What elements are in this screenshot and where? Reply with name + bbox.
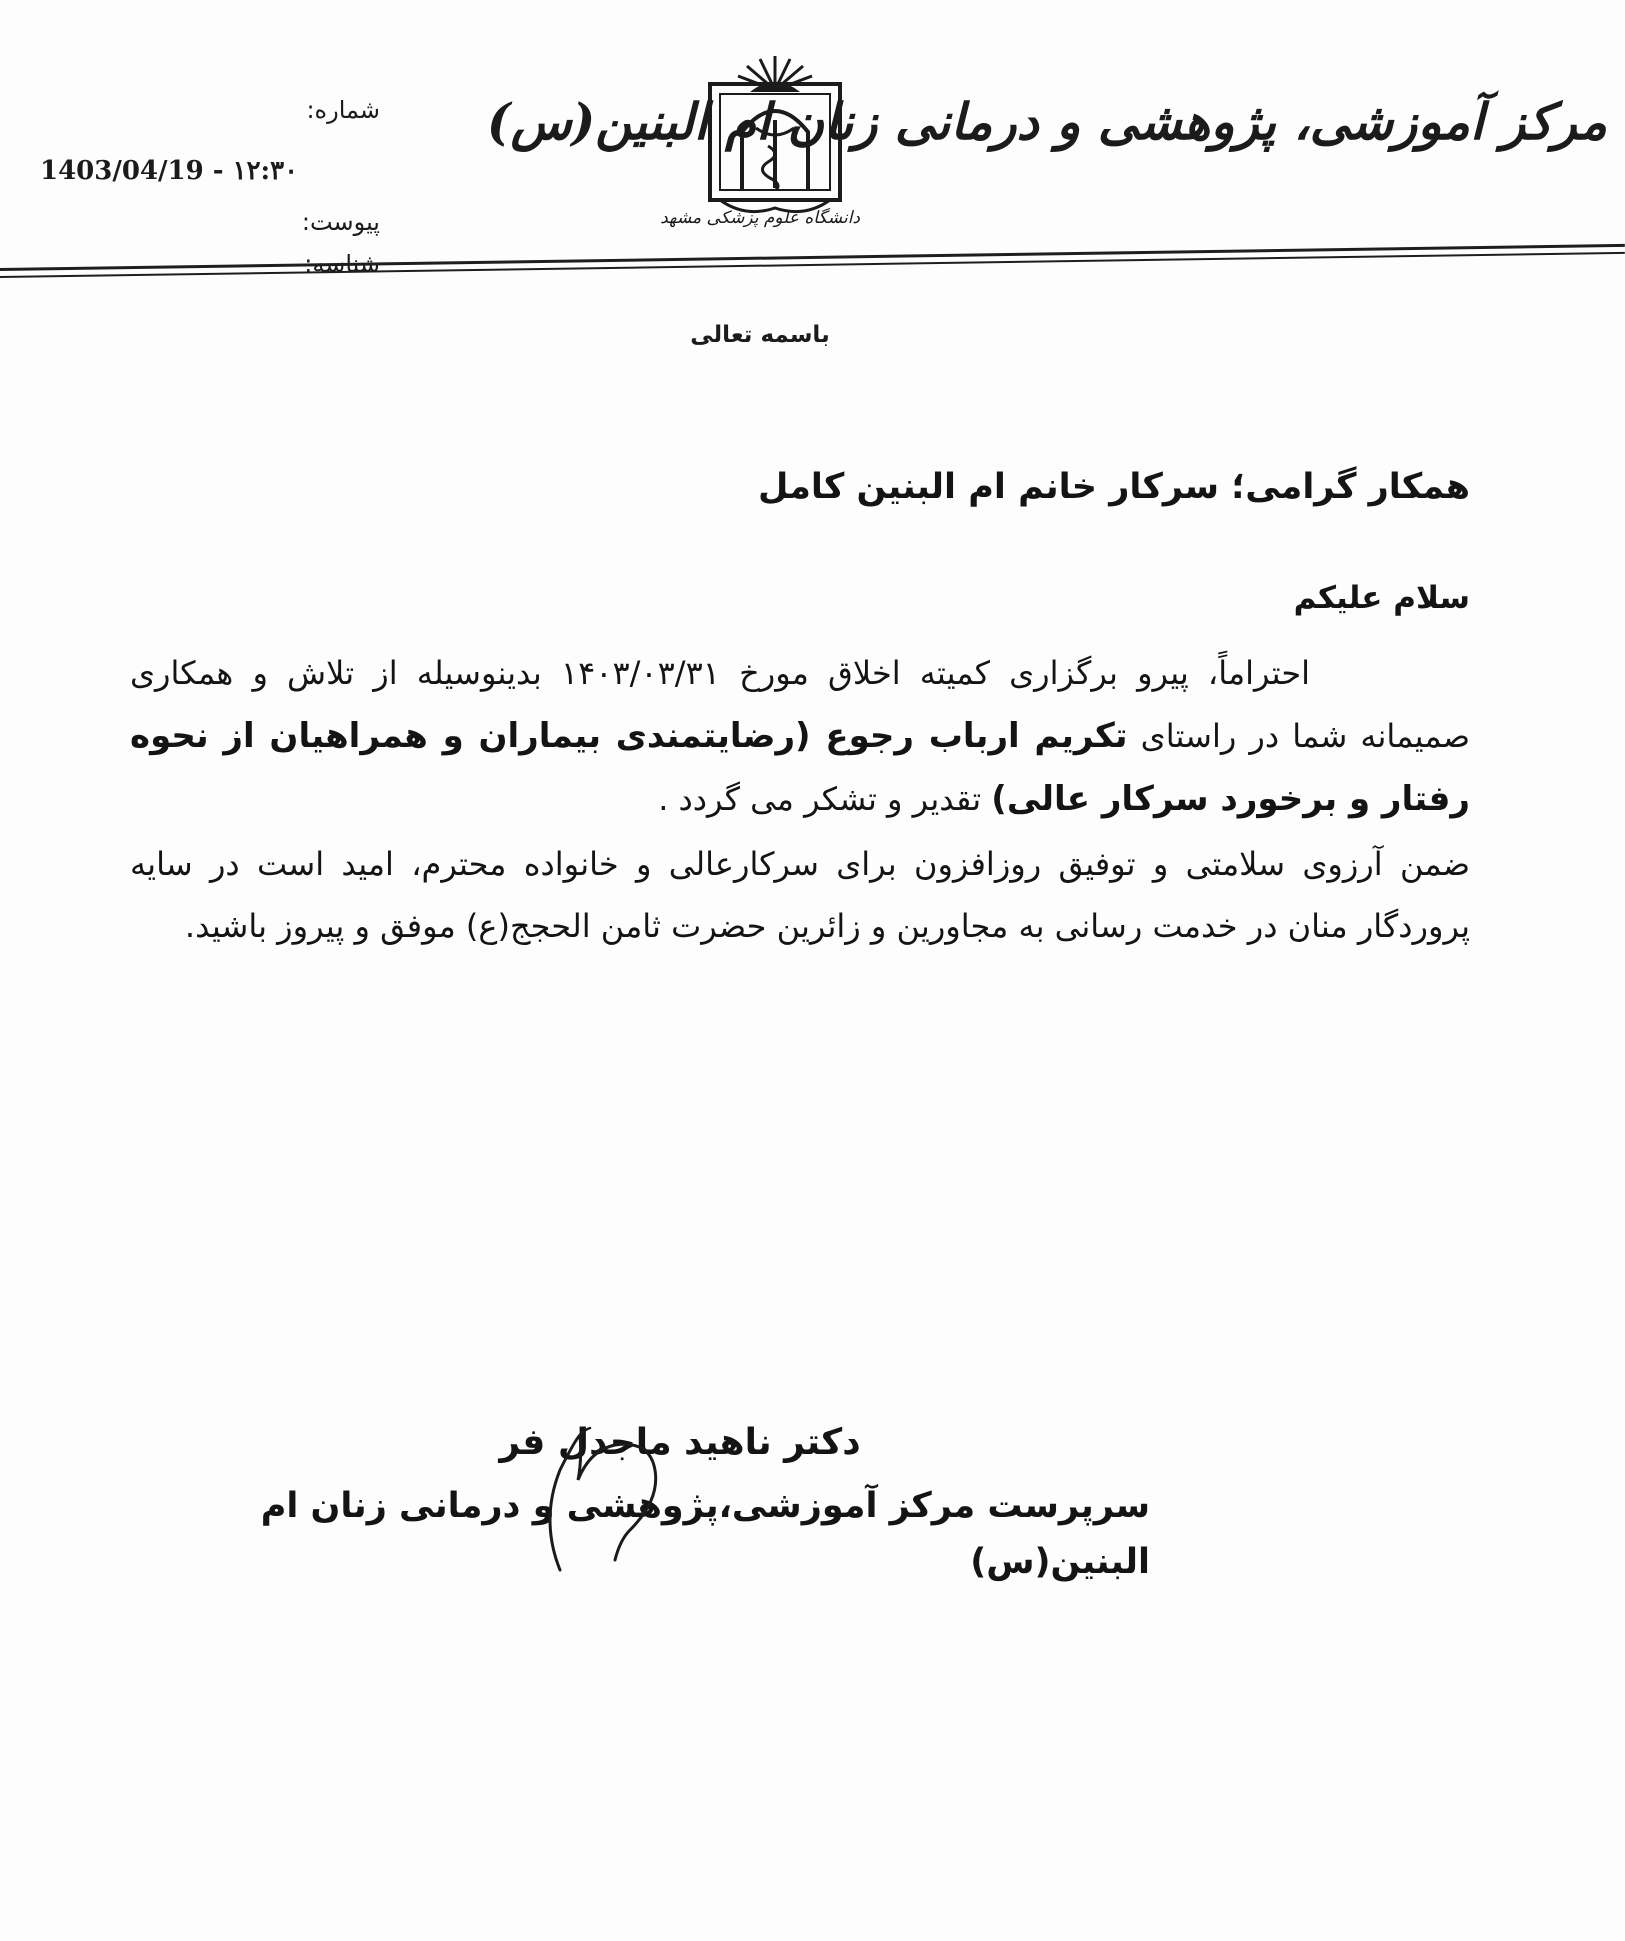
paragraph-appreciation — [130, 642, 1470, 831]
salutation-line: همکار گرامی؛ سرکار خانم ام البنین کامل — [757, 467, 1470, 507]
number-label: شماره: — [306, 96, 380, 124]
attachment-label: پیوست: — [301, 208, 380, 236]
center-name-heading: مرکز آموزشی، پژوهشی و درمانی زنان ام البنین(س) — [486, 92, 1607, 151]
handwritten-signature-icon — [520, 1410, 710, 1585]
letter-meta — [40, 96, 380, 286]
date-value: 1403/04/19 - ۱۲:۳۰ — [40, 156, 299, 186]
signatory-title: سرپرست مرکز آموزشی،پژوهشی و درمانی زنان ام البنین(س) — [260, 1486, 1150, 1582]
letter-body — [130, 460, 1470, 957]
university-caption: دانشگاه علوم پزشکی مشهد — [660, 208, 860, 228]
signatory-name: دکتر ناهید ماجدل فر — [499, 1422, 861, 1463]
basmala: باسمه تعالی — [690, 322, 830, 348]
greeting: سلام علیکم — [1293, 580, 1470, 616]
paragraph-wishes: ضمن آرزوی سلامتی و توفیق روزافزون برای سرکارعالی و خانواده محترم، امید است در سایه پروردگار منان در خدمت رسانی به مجاورین و زائرین حضرت ثامن الحجج(ع) موفق و پیروز باشید. — [130, 845, 1470, 945]
salutation — [130, 460, 1470, 514]
paragraph-appreciation-end: تقدیر و تشکر می گردد . — [658, 780, 982, 818]
paragraph-appreciation-start: احتراماً، پیرو برگزاری کمیته اخلاق مورخ ۱۴۰۳/۰۳/۳۱ بدینوسیله از تلاش و همکاری صمیمانه شما در راستای — [130, 654, 1470, 755]
paragraph-appreciation-bold: تکریم ارباب رجوع (رضایتمندی بیماران و همراهیان از نحوه رفتار و برخورد سرکار عالی) — [130, 716, 1470, 819]
